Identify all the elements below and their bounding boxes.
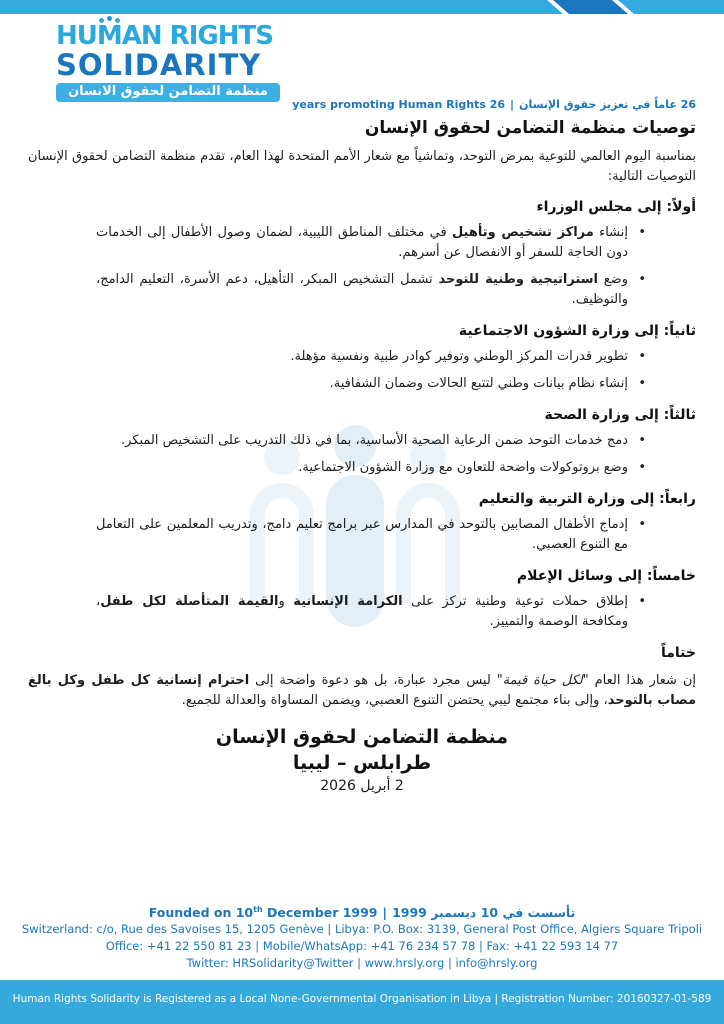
footer-phones-line: Office: +41 22 550 81 23 | Mobile/WhatsApp: +41 76 234 57 78 | Fax: +41 22 593 14 77 — [105, 939, 619, 953]
bullet-text: في مختلف المناطق الليبية، لضمان وصول الأطفال إلى الخدمات دون الحاجة للسفر أو الانفصال عن أسرهم. — [96, 225, 628, 260]
bullet-text: و — [278, 594, 294, 609]
bullet-text: تطوير قدرات المركز الوطني وتوفير كوادر طبية ونفسية مؤهلة. — [290, 349, 628, 364]
founded-english-ordinal: th — [253, 904, 263, 914]
list-item — [96, 592, 646, 632]
bullet-text: تشمل التشخيص المبكر، التأهيل، دعم الأسرة، التعليم الدامج، والتوظيف. — [96, 272, 628, 307]
document-title: توصيات منظمة التضامن لحقوق الإنسان — [364, 118, 696, 138]
section-heading-1: أولاً: إلى مجلس الوزراء — [536, 199, 696, 215]
bold-phrase: احترام إنسانية كل طفل وكل بالغ مصاب بالتوحد — [28, 673, 696, 708]
bold-phrase: الكرامة الإنسانية — [293, 594, 403, 609]
section-heading-2: ثانياً: إلى وزارة الشؤون الاجتماعية — [458, 323, 696, 339]
bullet-list-2 — [28, 347, 696, 394]
closing-text: ليس مجرد عبارة، بل هو دعوة واضحة إلى — [249, 673, 497, 688]
page-footer — [0, 901, 724, 972]
logo-text-pre: HU — [56, 21, 97, 51]
founded-english — [149, 905, 378, 920]
founded-english-post: December 1999 — [262, 905, 378, 920]
bullet-text: دمج خدمات التوحد ضمن الرعاية الصحية الأساسية، بما في ذلك التدريب على التشخيص المبكر. — [120, 433, 628, 448]
bullet-list-4 — [28, 515, 696, 555]
bullet-text: إطلاق حملات توعية وطنية تركز على — [402, 594, 628, 609]
bullet-list-1 — [28, 223, 696, 310]
signature-city: طرابلس – ليبيا — [292, 752, 432, 774]
bullet-text: إدماج الأطفال المصابين بالتوحد في المدارس عبر برامج تعليم دامج، وتدريب المعلمين على التعامل مع التنوع العصبي. — [96, 517, 628, 552]
closing-text: إن شعار هذا العام — [588, 673, 696, 688]
list-item — [96, 431, 646, 451]
closing-heading: ختاماً — [661, 645, 696, 661]
signature-date: 2 أبريل 2026 — [320, 778, 404, 794]
logo-arabic-banner: منظمة التضامن لحقوق الانسان — [56, 83, 280, 102]
bullet-list-3 — [28, 431, 696, 478]
closing-paragraph — [28, 671, 696, 710]
footer-online-line[interactable]: Twitter: HRSolidarity@Twitter | www.hrsly.org | info@hrsly.org — [186, 956, 538, 970]
bold-phrase: القيمة المتأصلة لكل طفل — [100, 594, 279, 609]
list-item — [96, 347, 646, 367]
bullet-text: وضع بروتوكولات واضحة للتعاون مع وزارة الشؤون الاجتماعية. — [298, 460, 628, 475]
footer-address-line: Switzerland: c/o, Rue des Savoises 15, 1205 Genève | Libya: P.O. Box: 3139, General Post Office, Algiers Square Tripoli — [21, 922, 703, 936]
list-item — [96, 458, 646, 478]
registration-text: Human Rights Solidarity is Registered as a Local None-Governmental Organisation in Libya | Registration Number: 20160327-01-589 — [12, 993, 712, 1005]
signature-org-name: منظمة التضامن لحقوق الإنسان — [215, 726, 509, 748]
section-heading-4: رابعاً: إلى وزارة التربية والتعليم — [478, 491, 696, 507]
section-heading-5: خامساً: إلى وسائل الإعلام — [516, 568, 696, 584]
bottom-bar — [0, 980, 724, 1024]
bullet-text: إنشاء نظام بيانات وطني لتتبع الحالات وضمان الشفافية. — [329, 376, 628, 391]
list-item — [96, 270, 646, 310]
founded-separator: | — [382, 905, 388, 920]
logo-wordmark-line2: SOLIDARITY — [56, 48, 262, 82]
logo-people-m-icon: M — [96, 21, 122, 51]
founded-english-pre: Founded on 10 — [148, 905, 254, 920]
bullet-list-5 — [28, 592, 696, 632]
tagline-english: 26 years promoting Human Rights — [292, 98, 506, 111]
footer-founded-line — [0, 901, 724, 921]
bullet-text: ، ومكافحة الوصمة والتمييز. — [96, 594, 628, 629]
section-heading-3: ثالثاً: إلى وزارة الصحة — [544, 407, 696, 423]
slogan-quote: "لكل حياة قيمة" — [496, 673, 589, 688]
list-item — [96, 223, 646, 263]
signature-block — [28, 724, 696, 796]
tagline-separator: | — [510, 98, 515, 111]
bullet-text: إنشاء — [593, 225, 628, 240]
logo-text-post: AN RIGHTS — [121, 21, 273, 51]
intro-paragraph: بمناسبة اليوم العالمي للتوعية بمرض التوحد، وتماشياً مع شعار الأمم المتحدة لهذا العام، تقدم منظمة التضامن لحقوق الإنسان التوصيات التالية: — [28, 149, 696, 184]
closing-text: ، وإلى بناء مجتمع ليبي يحتضن التنوع العصبي، ويضمن المساواة والعدالة للجميع. — [181, 692, 608, 708]
bold-phrase: مراكز تشخيص وتأهيل — [451, 225, 594, 240]
list-item — [96, 374, 646, 394]
tagline-arabic: 26 عاماً في تعزيز حقوق الإنسان — [519, 98, 696, 111]
founded-arabic: تأسست في 10 ديسمبر 1999 — [392, 905, 576, 920]
bullet-text: وضع — [597, 272, 628, 287]
list-item — [96, 515, 646, 555]
logo-wordmark-line1 — [56, 22, 280, 50]
bold-phrase: استراتيجية وطنية للتوحد — [438, 272, 598, 287]
org-logo — [56, 22, 280, 102]
